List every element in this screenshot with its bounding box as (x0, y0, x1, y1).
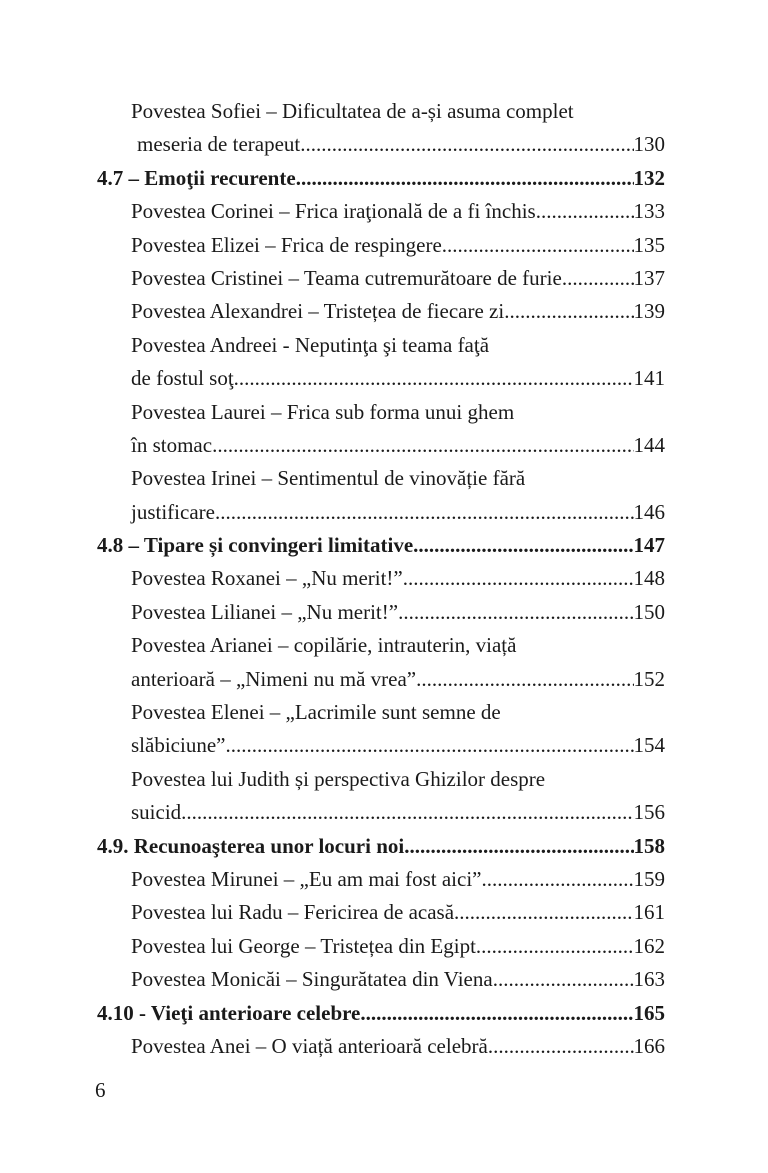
toc-entry-page: 161 (633, 900, 665, 925)
dot-leader (488, 1030, 634, 1063)
dot-leader (234, 362, 634, 395)
toc-entry-title: de fostul soţ (131, 366, 234, 391)
dot-leader (212, 429, 633, 462)
toc-entry-title: Povestea lui Judith și perspectiva Ghizilor despre (131, 766, 546, 791)
toc-entry-title: Povestea Elenei – „Lacrimile sunt semne de (131, 700, 501, 725)
toc-entry (97, 128, 665, 161)
toc-entry (97, 295, 665, 328)
toc-entry-title: Povestea Irinei – Sentimentul de vinovăție fără (131, 466, 526, 491)
toc-entry-title: Povestea Sofiei – Dificultatea de a-și asuma complet (131, 98, 574, 123)
dot-leader (442, 229, 634, 262)
toc-entry (97, 329, 665, 362)
toc-entry (97, 95, 665, 128)
toc-entry (97, 863, 665, 896)
toc-entry (97, 362, 665, 395)
toc-entry-title: Povestea Elizei – Frica de respingere (131, 232, 442, 257)
dot-leader (398, 596, 633, 629)
toc-entry-title: Povestea Laurei – Frica sub forma unui ghem (131, 399, 515, 424)
toc-entry (97, 429, 665, 462)
toc-entry-page: 162 (633, 933, 665, 958)
toc-entry (97, 195, 665, 228)
toc-entry (97, 229, 665, 262)
toc-entry (97, 930, 665, 963)
toc-entry-page: 130 (633, 132, 665, 157)
toc-entry (97, 462, 665, 495)
toc-entry-title: Povestea Monicăi – Singurătatea din Viena (131, 967, 493, 992)
dot-leader (181, 796, 633, 829)
toc-entry-page: 147 (633, 533, 665, 558)
dot-leader (300, 128, 633, 161)
toc-entry (97, 596, 665, 629)
table-of-contents (97, 95, 665, 1063)
dot-leader (536, 195, 634, 228)
toc-entry (97, 1030, 665, 1063)
toc-entry-page: 156 (633, 800, 665, 825)
dot-leader (413, 529, 633, 562)
toc-entry (97, 696, 665, 729)
dot-leader (493, 963, 634, 996)
toc-entry-title: Povestea Anei – O viață anterioară celebră (131, 1033, 488, 1058)
dot-leader (225, 729, 633, 762)
toc-entry-title: 4.7 – Emoţii recurente (97, 165, 296, 190)
dot-leader (504, 295, 633, 328)
dot-leader (562, 262, 634, 295)
toc-entry-title: Povestea Arianei – copilărie, intrauterin, viață (131, 633, 517, 658)
toc-entry-title: Povestea Mirunei – „Eu am mai fost aici” (131, 866, 482, 891)
dot-leader (215, 496, 634, 529)
dot-leader (476, 930, 634, 963)
dot-leader (404, 830, 633, 863)
toc-entry-page: 137 (633, 265, 665, 290)
toc-entry-page: 165 (633, 1000, 665, 1025)
toc-entry-page: 146 (633, 499, 665, 524)
toc-entry (97, 663, 665, 696)
toc-entry-page: 139 (633, 299, 665, 324)
toc-entry-title: Povestea Roxanei – „Nu merit!” (131, 566, 403, 591)
toc-entry-page: 154 (633, 733, 665, 758)
toc-entry (97, 496, 665, 529)
dot-leader (403, 562, 634, 595)
toc-entry-page: 141 (633, 366, 665, 391)
toc-entry-title: 4.10 - Vieţi anterioare celebre (97, 1000, 361, 1025)
toc-entry-title: Povestea lui George – Tristețea din Egipt (131, 933, 476, 958)
toc-entry-title: anterioară – „Nimeni nu mă vrea” (131, 666, 417, 691)
toc-section-heading (97, 162, 665, 195)
toc-entry-title: Povestea lui Radu – Fericirea de acasă (131, 900, 455, 925)
toc-entry-page: 135 (633, 232, 665, 257)
dot-leader (296, 162, 634, 195)
toc-section-heading (97, 997, 665, 1030)
toc-entry (97, 763, 665, 796)
toc-entry-title: Povestea Cristinei – Teama cutremurătoare de furie (131, 265, 562, 290)
page-number: 6 (95, 1078, 106, 1102)
toc-entry-title: Povestea Andreei - Neputinţa şi teama faţă (131, 332, 490, 357)
toc-entry-title: Povestea Lilianei – „Nu merit!” (131, 599, 399, 624)
toc-entry-title: 4.8 – Tipare și convingeri limitative (97, 533, 414, 558)
dot-leader (416, 663, 633, 696)
dot-leader (454, 896, 633, 929)
toc-entry-title: meseria de terapeut (137, 132, 301, 157)
toc-section-heading (97, 529, 665, 562)
toc-entry (97, 629, 665, 662)
toc-entry (97, 796, 665, 829)
toc-entry-page: 133 (633, 199, 665, 224)
toc-entry-page: 158 (633, 833, 665, 858)
toc-entry (97, 729, 665, 762)
toc-entry-page: 148 (633, 566, 665, 591)
toc-entry-title: Povestea Alexandrei – Tristețea de fiecare zi (131, 299, 505, 324)
toc-entry-page: 159 (633, 866, 665, 891)
toc-entry (97, 562, 665, 595)
toc-entry-page: 152 (633, 666, 665, 691)
toc-entry-title: justificare (131, 499, 215, 524)
toc-entry (97, 896, 665, 929)
toc-entry-page: 144 (633, 432, 665, 457)
toc-entry-title: 4.9. Recunoaşterea unor locuri noi (97, 833, 405, 858)
toc-entry-title: Povestea Corinei – Frica iraţională de a fi închis (131, 199, 536, 224)
toc-section-heading (97, 830, 665, 863)
toc-entry-page: 132 (633, 165, 665, 190)
toc-entry-page: 150 (633, 599, 665, 624)
dot-leader (481, 863, 633, 896)
toc-entry-page: 163 (633, 967, 665, 992)
toc-entry-title: slăbiciune” (131, 733, 226, 758)
toc-entry-title: suicid (131, 800, 182, 825)
dot-leader (360, 997, 633, 1030)
toc-entry-page: 166 (633, 1033, 665, 1058)
toc-entry (97, 963, 665, 996)
toc-entry (97, 396, 665, 429)
toc-entry-title: în stomac (131, 432, 213, 457)
toc-entry (97, 262, 665, 295)
